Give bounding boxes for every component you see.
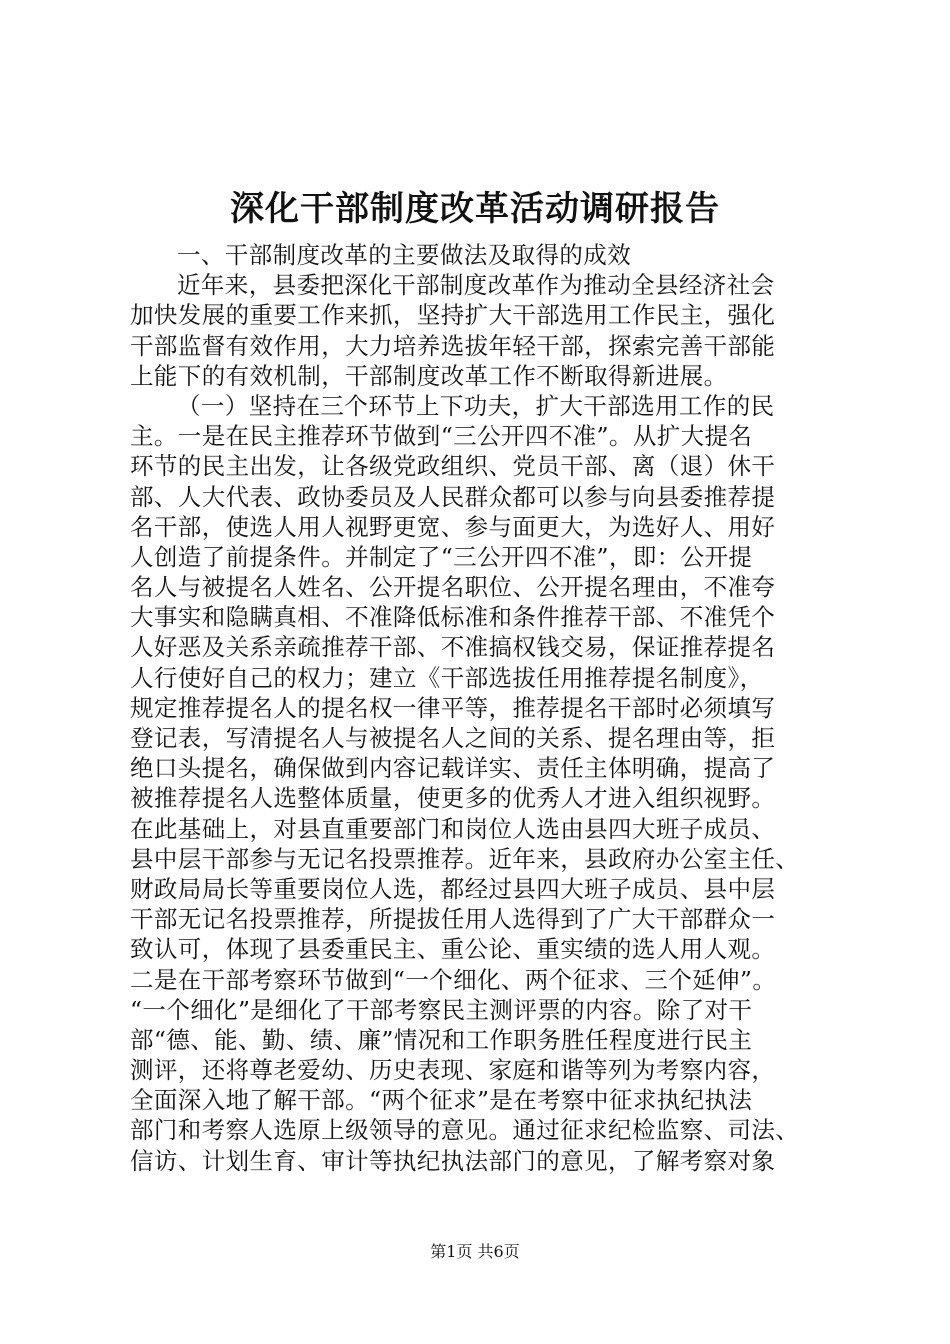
paragraph-line: 大事实和隐瞒真相、不准降低标准和条件推荐干部、不准凭个 xyxy=(130,603,776,632)
paragraph-line: 致认可，体现了县委重民主、重公论、重实绩的选人用人观。 xyxy=(130,935,776,964)
section-heading: 一、干部制度改革的主要做法及取得的成效 xyxy=(177,241,632,269)
paragraph-line: 被推荐提名人选整体质量，使更多的优秀人才进入组织视野。 xyxy=(130,784,776,813)
paragraph-line: 规定推荐提名人的提名权一律平等，推荐提名干部时必须填写 xyxy=(130,693,776,722)
paragraph-line: 部、人大代表、政协委员及人民群众都可以参与向县委推荐提 xyxy=(130,482,776,511)
paragraph-line: 在此基础上，对县直重要部门和岗位人选由县四大班子成员、 xyxy=(130,814,776,843)
document-title: 深化干部制度改革活动调研报告 xyxy=(230,189,720,229)
paragraph-line: 部门和考察人选原上级领导的意见。通过征求纪检监察、司法、 xyxy=(130,1116,800,1145)
paragraph-line: 加快发展的重要工作来抓，坚持扩大干部选用工作民主，强化 xyxy=(130,301,776,330)
paragraph-line: 人好恶及关系亲疏推荐干部、不准搞权钱交易，保证推荐提名 xyxy=(130,633,776,662)
paragraph-line: 名人与被提名人姓名、公开提名职位、公开提名理由，不准夸 xyxy=(130,573,776,602)
paragraph-line: 环节的民主出发，让各级党政组织、党员干部、离（退）休干 xyxy=(130,452,776,481)
paragraph-line: （一）坚持在三个环节上下功夫，扩大干部选用工作的民 xyxy=(177,391,775,420)
paragraph-line: 测评，还将尊老爱幼、历史表现、家庭和谐等列为考察内容， xyxy=(130,1056,776,1085)
paragraph-line: 部“德、能、勤、绩、廉”情况和工作职务胜任程度进行民主 xyxy=(130,1025,753,1054)
paragraph-line: 近年来，县委把深化干部制度改革作为推动全县经济社会 xyxy=(177,271,775,300)
page-footer: 第1页 共6页 xyxy=(430,1242,520,1261)
paragraph-line: 全面深入地了解干部。“两个征求”是在考察中征求执纪执法 xyxy=(130,1086,753,1115)
paragraph-line: 县中层干部参与无记名投票推荐。近年来，县政府办公室主任、 xyxy=(130,844,800,873)
document-body xyxy=(130,240,830,1176)
paragraph-line: 信访、计划生育、审计等执纪执法部门的意见，了解考察对象 xyxy=(130,1146,776,1175)
paragraph-line: 人创造了前提条件。并制定了“三公开四不准”，即：公开提 xyxy=(130,542,753,571)
paragraph-line: 绝口头提名，确保做到内容记载详实、责任主体明确，提高了 xyxy=(130,754,776,783)
paragraph-line: 上能下的有效机制，干部制度改革工作不断取得新进展。 xyxy=(130,361,728,390)
paragraph-line: 登记表，写清提名人与被提名人之间的关系、提名理由等，拒 xyxy=(130,724,776,752)
paragraph-line: 人行使好自己的权力；建立《干部选拔任用推荐提名制度》， xyxy=(130,663,764,692)
paragraph-line: 主。一是在民主推荐环节做到“三公开四不准”。从扩大提名 xyxy=(130,422,753,451)
paragraph-line: 干部无记名投票推荐，所提拔任用人选得到了广大干部群众一 xyxy=(130,905,776,934)
paragraph-line: 财政局局长等重要岗位人选，都经过县四大班子成员、县中层 xyxy=(130,874,776,903)
paragraph-line: “一个细化”是细化了干部考察民主测评票的内容。除了对干 xyxy=(130,995,753,1024)
paragraph-line: 二是在干部考察环节做到“一个细化、两个征求、三个延伸”。 xyxy=(130,965,777,994)
paragraph-line: 名干部，使选人用人视野更宽、参与面更大，为选好人、用好 xyxy=(130,512,776,541)
paragraph-line: 干部监督有效作用，大力培养选拔年轻干部，探索完善干部能 xyxy=(130,331,776,360)
